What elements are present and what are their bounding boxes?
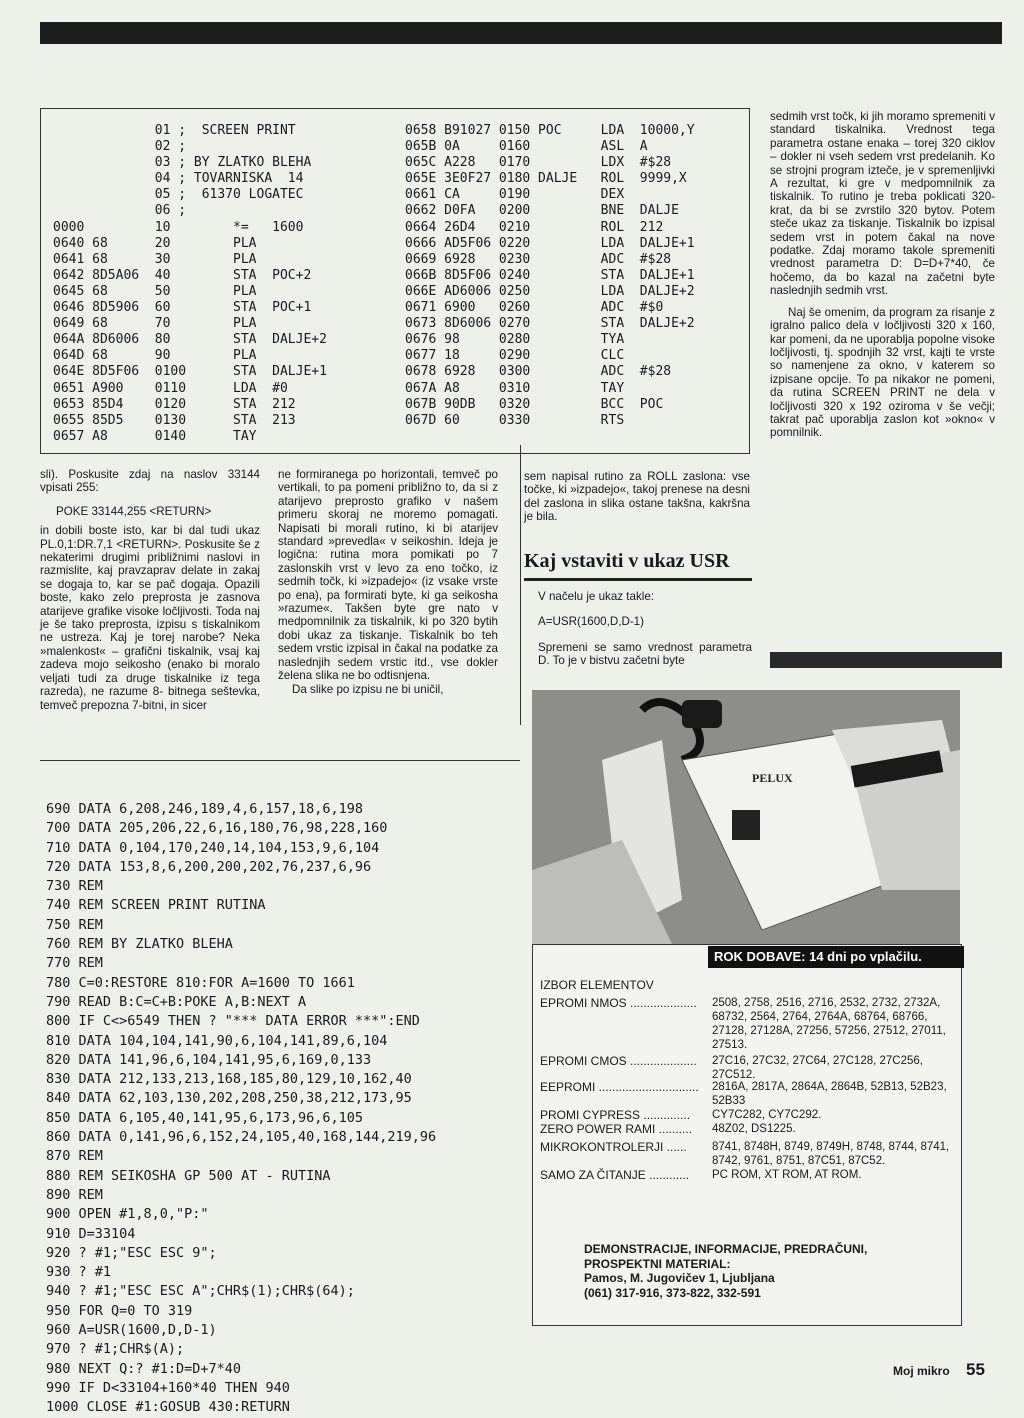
assembly-listing-left: 01 ; SCREEN PRINT 02 ; 03 ; BY ZLATKO BLEHA 04 ; TOVARNISKA 14 05 ; 61370 LOGATEC 06 ; 0000 10 *= 1600 0640 68 20 PLA 0641 68 30 PLA 0642 8D5A06 40 STA POC+2 0645 68 50 PLA 0646 8D5906 60 STA POC+1 0649 68 70 PLA 064A 8D6006 80 STA DALJE+2 064D 68 90 PLA 064E 8D5F06 0100 STA DALJE+1 0651 A900 0110 LDA #0 0653 85D4 0120 STA 212 0655 85D5 0130 STA 213 0657 A8 0140 TAY bbox=[53, 123, 327, 444]
photo-brand-label: PELUX bbox=[752, 771, 793, 785]
paragraph: in dobili boste isto, kar bi dal tudi ukaz PL.0,1:DR.7,1 <RETURN>. Poskusite še z nekaterimi drugimi približnimi naslovi in razmislite, kaj pravzaprav delate in zakaj se dogaja to, kar se pač dogaja. Opazili boste, kako zelo preprosta je zasnova atarijeve grafike visoke ločljivosti. Toda naj je še tako preprosta, izpisu s tiskalnikom ne ustreza. Kaj je torej narobe? Neka »malenkost« – grafični tiskalnik, vsaj kaj zadeva mojo seikosho (enako bi moralo veljati tudi za druge tiskalnike iz tega razreda), ne razume 8- bitnega seštevka, temveč prepozna 7-bitni, in sicer bbox=[40, 524, 260, 712]
ad-row-label: EPROMI NMOS .................... bbox=[540, 996, 697, 1010]
contact-line: PROSPEKTNI MATERIAL: bbox=[584, 1256, 731, 1271]
section-heading: Kaj vstaviti v ukaz USR bbox=[524, 550, 730, 572]
ad-title: IZBOR ELEMENTOV bbox=[540, 978, 654, 992]
heading-rule bbox=[524, 578, 752, 581]
ad-row-value: 8741, 8748H, 8749, 8749H, 8748, 8744, 8741, 8742, 9761, 8751, 87C51, 87C52. bbox=[712, 1141, 950, 1167]
ad-row-value: CY7C282, CY7C292. bbox=[712, 1109, 822, 1121]
ad-row-value: 27C16, 27C32, 27C64, 27C128, 27C256, 27C512. bbox=[712, 1055, 923, 1081]
paragraph: V načelu je ukaz takle: bbox=[538, 590, 655, 603]
page-number: 55 bbox=[966, 1360, 985, 1379]
decorative-bar bbox=[770, 652, 1002, 668]
ad-row-label: EPROMI CMOS .................... bbox=[540, 1054, 697, 1068]
article-column-3 bbox=[524, 470, 750, 524]
article-column-1 bbox=[40, 468, 260, 712]
section-divider bbox=[40, 760, 520, 761]
magazine-name: Moj mikro bbox=[893, 1364, 950, 1378]
article-column-3-body bbox=[538, 590, 752, 668]
ad-row-label: SAMO ZA ČITANJE ............ bbox=[540, 1168, 690, 1182]
paragraph: sli). Poskusite zdaj na naslov 33144 vpisati 255: bbox=[40, 468, 260, 495]
article-column-right bbox=[770, 110, 995, 440]
eprom-programmer-illustration bbox=[532, 690, 960, 944]
ad-row-label: EEPROMI .............................. bbox=[540, 1080, 699, 1094]
product-photo bbox=[532, 690, 960, 944]
paragraph: Naj še omenim, da program za risanje z igralno palico dela v ločljivosti 320 x 160, kar pomeni, da ne uporablja popolne visoke ločljivosti, tj. spodnjih 32 vrst, kajti te vrste so namenjene za okno, v katerem so izpisane opcije. To pa nikakor ne pomeni, da rutina SCREEN PRINT ne dela v ločljivosti 320 x 192 oziroma v še večji; takrat pač uporablja zaslon kot »okno« v pomnilnik. bbox=[770, 305, 995, 440]
article-column-2 bbox=[278, 468, 498, 696]
top-header-bar bbox=[40, 22, 1002, 44]
column-divider bbox=[520, 445, 521, 725]
ad-row-value: 2508, 2758, 2516, 2716, 2532, 2732, 2732A, 68732, 2564, 2764, 2764A, 68764, 68766, 27128, 27128A, 27256, 57256, 27512, 27011, 27513. bbox=[712, 997, 946, 1051]
ad-row-label: MIKROKONTROLERJI ...... bbox=[540, 1140, 687, 1154]
ad-row-label: PROMI CYPRESS .............. bbox=[540, 1108, 691, 1122]
paragraph: Spremeni se samo vrednost parametra D. To je v bistvu začetni byte bbox=[538, 640, 752, 668]
contact-line: DEMONSTRACIJE, INFORMACIJE, PREDRAČUNI, bbox=[584, 1242, 868, 1256]
ad-row-label: ZERO POWER RAMI .......... bbox=[540, 1122, 693, 1136]
poke-command: POKE 33144,255 <RETURN> bbox=[56, 504, 212, 518]
delivery-banner: ROK DOBAVE: 14 dni po vplačilu. bbox=[708, 946, 964, 968]
basic-listing: 690 DATA 6,208,246,189,4,6,157,18,6,198 700 DATA 205,206,22,6,16,180,76,98,228,160 710 DATA 0,104,170,240,14,104,153,9,6,104 720 DATA 153,8,6,200,200,202,76,237,6,96 730 REM 740 REM SCREEN PRINT RUTINA 750 REM 760 REM BY ZLATKO BLEHA 770 REM 780 C=0:RESTORE 810:FOR A=1600 TO 1661 790 READ B:C=C+B:POKE A,B:NEXT A 800 IF C<>6549 THEN ? "*** DATA ERROR ***":END 810 DATA 104,104,141,90,6,104,141,89,6,104 820 DATA 141,96,6,104,141,95,6,169,0,133 830 DATA 212,133,213,168,185,80,129,10,162,40 840 DATA 62,103,130,202,208,250,38,212,173,95 850 DATA 6,105,40,141,95,6,173,96,6,105 860 DATA 0,141,96,6,152,24,105,40,168,144,219,96 870 REM 880 REM SEIKOSHA GP 500 AT - RUTINA 890 REM 900 OPEN #1,8,0,"P:" 910 D=33104 920 ? #1;"ESC ESC 9"; 930 ? #1 940 ? #1;"ESC ESC A";CHR$(1);CHR$(64); 950 FOR Q=0 TO 319 960 A=USR(1600,D,D-1) 970 ? #1;CHR$(A); 980 NEXT Q:? #1:D=D+7*40 990 IF D<33104+160*40 THEN 940 1000 CLOSE #1:GOSUB 430:RETURN bbox=[46, 801, 437, 1416]
paragraph: ne formiranega po horizontali, temveč po vertikali, to pa pomeni približno to, da si z atarijevo preprosto grafiko v našem primeru skoraj ne moremo pomagati. Napisati bi morali rutino, ki bi atarijev standard »prevedla« v seikoshin. Ideja je logična: rutina mora pomikati po 7 zaslonskih vrst v levo za eno točko, iz sedmih točk, ki »izpadejo« (iz vsake vrste po ena), pa formirati byte, ki ga seikosha »razume«. Takšen byte gre nato v medpomnilnik za tiskalnik, ki po 320 bytih dobi ukaz za tiskanje. Tiskalnik bo teh sedem vrstic izpisal in čakal na podatke za naslednjih sedem vrstic itd., vse dokler želena slika ne bo odtisnjena. bbox=[278, 468, 498, 683]
usr-command: A=USR(1600,D,D-1) bbox=[538, 615, 644, 629]
ad-row-value: 48Z02, DS1225. bbox=[712, 1123, 796, 1135]
ad-row-value: PC ROM, XT ROM, AT ROM. bbox=[712, 1169, 862, 1181]
assembly-listing bbox=[40, 108, 750, 454]
contact-line: Pamos, M. Jugovičev 1, Ljubljana bbox=[584, 1271, 775, 1285]
ad-contact bbox=[584, 1242, 867, 1300]
contact-line: (061) 317-916, 373-822, 332-591 bbox=[584, 1285, 761, 1300]
ad-row-value: 2816A, 2817A, 2864A, 2864B, 52B13, 52B23, 52B33 bbox=[712, 1081, 947, 1107]
paragraph: sedmih vrst točk, ki jih moramo spremeniti v standard tiskalnika. Vrednost tega parametra ostane enaka – torej 320 ciklov – dokler ni vseh sedem vrst predelanih. Ko se strojni program izteče, je v spremenljivki A rezultat, ki gre v medpomnilnik za tiskalnik. To rutino je treba poklicati 320-krat, da bi se zvrstilo 320 bytov. Potem steče ukaz za tiskanje. Tiskalnik bo izpisal sedem vrst in potem čakal na nove podatke. Zdaj moramo takole spremeniti vrednost parametra D: D=D+7*40, če hočemo, da bo kazal na začetni byte naslednjih sedmih vrst. bbox=[770, 110, 995, 298]
paragraph: Da slike po izpisu ne bi uničil, bbox=[292, 682, 444, 696]
paragraph: sem napisal rutino za ROLL zaslona: vse točke, ki »izpadejo«, takoj prenese na desni del zaslona in slika ostane takšna, kakršna je bila. bbox=[524, 470, 750, 524]
assembly-listing-right: 0658 B91027 0150 POC LDA 10000,Y 065B 0A 0160 ASL A 065C A228 0170 LDX #$28 065E 3E0F27 0180 DALJE ROL 9999,X 0661 CA 0190 DEX 0662 D0FA 0200 BNE DALJE 0664 26D4 0210 ROL 212 0666 AD5F06 0220 LDA DALJE+1 0669 6928 0230 ADC #$28 066B 8D5F06 0240 STA DALJE+1 066E AD6006 0250 LDA DALJE+2 0671 6900 0260 ADC #$0 0673 8D6006 0270 STA DALJE+2 0676 98 0280 TYA 0677 18 0290 CLC 0678 6928 0300 ADC #$28 067A A8 0310 TAY 067B 90DB 0320 BCC POC 067D 60 0330 RTS bbox=[405, 123, 695, 428]
